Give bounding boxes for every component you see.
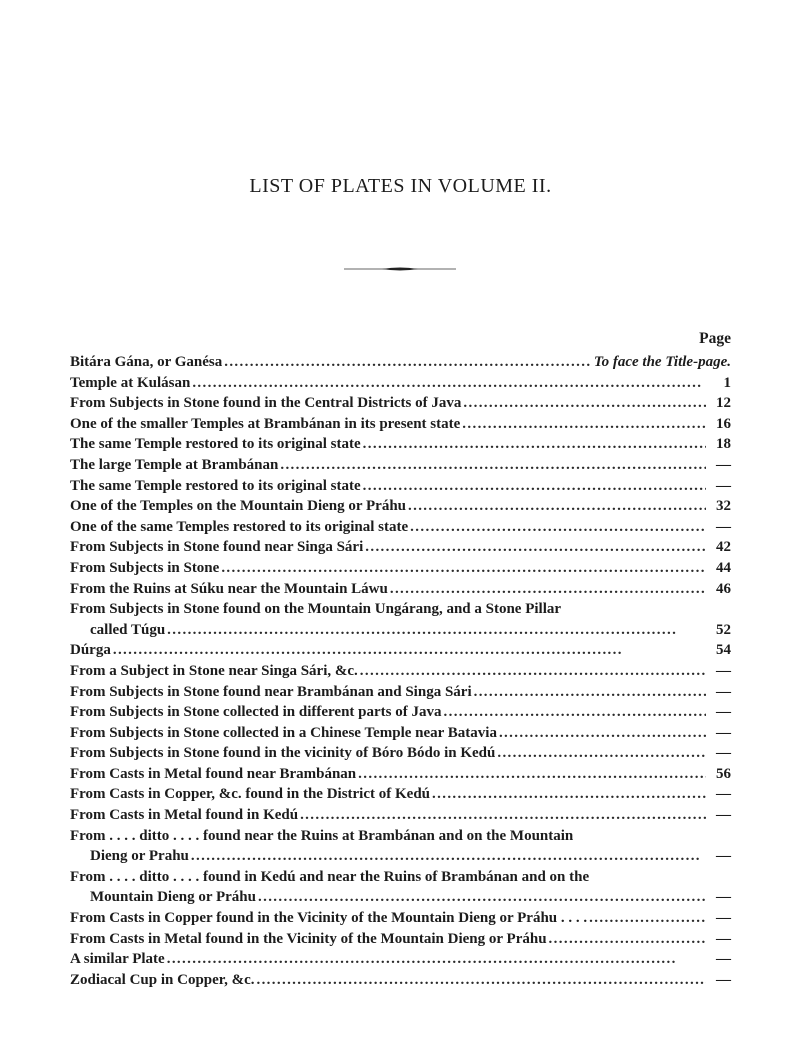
dot-leader (360, 661, 706, 682)
plate-entry-title-first-line: From Subjects in Stone found on the Mountain Ungárang, and a Stone Pillar (70, 601, 562, 618)
plate-entry-title: Dieng or Prahu (90, 848, 189, 865)
dot-leader (358, 764, 706, 785)
plate-entry-page: — (716, 683, 731, 700)
plate-entry-title: From a Subject in Stone near Singa Sári, &c. (70, 662, 358, 679)
plate-entry (70, 352, 731, 373)
plate-entry-page: — (716, 910, 731, 927)
plate-entry (70, 970, 731, 991)
plate-entry-title: One of the smaller Temples at Brambánan in its present state (70, 415, 461, 432)
page-column-label: Page (699, 330, 731, 347)
plate-entry (70, 908, 731, 929)
dot-leader (167, 620, 706, 641)
plate-entry-title: From Subjects in Stone collected in different parts of Java (70, 704, 442, 721)
plate-entry-page: To face the Title-page. (593, 354, 731, 370)
plate-entry-page: 46 (716, 580, 731, 597)
plate-entry-title: The large Temple at Brambánan (70, 456, 279, 473)
plate-entry (70, 414, 731, 435)
dot-leader (410, 517, 706, 538)
plate-entry-page: 16 (716, 415, 731, 432)
dot-leader (462, 414, 706, 435)
plate-entry (70, 558, 731, 579)
plate-entry-title: called Túgu (90, 621, 166, 638)
plate-entry (70, 476, 731, 497)
dot-leader (258, 887, 706, 908)
plate-entry (70, 373, 731, 394)
plate-entry-page: — (716, 456, 731, 473)
plate-entry (70, 784, 731, 805)
plate-entry-title: From Casts in Copper, &c. found in the District of Kedú (70, 786, 431, 803)
dot-leader (300, 805, 706, 826)
dot-leader (589, 908, 706, 929)
plate-entry-title: Zodiacal Cup in Copper, &c. (70, 971, 255, 988)
plate-entry-title: From the Ruins at Súku near the Mountain Láwu (70, 580, 388, 597)
dot-leader (390, 579, 706, 600)
plate-entry (70, 805, 731, 826)
plate-entry-title: From Casts in Copper found in the Vicinity of the Mountain Dieng or Práhu . . . . (70, 910, 588, 927)
plate-entry (70, 537, 731, 558)
plate-entry-page: 44 (716, 559, 731, 576)
plate-entry-title: Temple at Kulásan (70, 374, 191, 391)
plate-entry-page: — (716, 724, 731, 741)
plate-entry (70, 764, 731, 785)
dot-leader (363, 476, 706, 497)
plate-entry-title: From Casts in Metal found in the Vicinity of the Mountain Dieng or Práhu (70, 930, 547, 947)
plate-entry (70, 640, 731, 661)
plate-entry (70, 826, 731, 867)
plate-entry (70, 867, 731, 908)
dot-leader (444, 702, 707, 723)
plate-entry-title: One of the Temples on the Mountain Dieng or Práhu (70, 498, 406, 515)
divider-ornament (344, 266, 456, 272)
plate-entry-title-first-line: From . . . . ditto . . . . found near the Ruins at Brambánan and on the Mountain (70, 827, 574, 844)
plate-entry-title: Dúrga (70, 642, 111, 659)
plate-entry-page: 32 (716, 498, 731, 515)
dot-leader (192, 373, 706, 394)
plate-entry (70, 599, 731, 640)
plate-entry-title: From Subjects in Stone collected in a Chinese Temple near Batavia (70, 724, 497, 741)
plate-entry-page: — (716, 971, 731, 988)
dot-leader (256, 970, 706, 991)
plate-entry (70, 702, 731, 723)
dot-leader (549, 929, 706, 950)
plate-entry-title: From Subjects in Stone found near Brambánan and Singa Sári (70, 683, 472, 700)
plate-entry (70, 579, 731, 600)
plate-entry (70, 393, 731, 414)
plate-entry-title: From Subjects in Stone found in the vicinity of Bóro Bódo in Kedú (70, 745, 496, 762)
plate-entry-title: Bitára Gána, or Ganésa (70, 354, 223, 370)
plate-entry-title: From Subjects in Stone (70, 559, 220, 576)
plate-entry-page: — (716, 786, 731, 803)
plate-entry-page: 54 (716, 642, 731, 659)
plate-entry-title: One of the same Temples restored to its original state (70, 518, 409, 535)
plate-entry-title: A similar Plate (70, 951, 165, 968)
plate-entry-page: — (716, 662, 731, 679)
plate-entry-page: — (716, 930, 731, 947)
dot-leader (113, 640, 706, 661)
plate-entry-page: 12 (716, 395, 731, 412)
plate-entry-page: — (716, 745, 731, 762)
plate-entry-page: — (716, 848, 731, 865)
dot-leader (363, 434, 706, 455)
plate-entry-title-first-line: From . . . . ditto . . . . found in Kedú and near the Ruins of Brambánan and on the (70, 868, 590, 885)
dot-leader (167, 949, 706, 970)
plate-entry-title: From Casts in Metal found near Brambánan (70, 765, 357, 782)
plate-entry-title: Mountain Dieng or Práhu (90, 889, 256, 906)
plates-list (70, 352, 731, 990)
plate-entry (70, 496, 731, 517)
plate-entry (70, 682, 731, 703)
dot-leader (463, 393, 706, 414)
dot-leader (499, 723, 706, 744)
plate-entry-title: From Casts in Metal found in Kedú (70, 807, 299, 824)
plate-entry-page: 1 (723, 374, 731, 391)
plate-entry-title: The same Temple restored to its original state (70, 436, 361, 453)
plate-entry-page: — (716, 518, 731, 535)
plate-entry-page: — (716, 889, 731, 906)
page-title: LIST OF PLATES IN VOLUME II. (249, 175, 552, 197)
dot-leader (280, 455, 706, 476)
plate-entry-page: 56 (716, 765, 731, 782)
dot-leader (224, 352, 591, 373)
plate-entry-page: — (716, 704, 731, 721)
dot-leader (497, 743, 706, 764)
plate-entry (70, 949, 731, 970)
plate-entry (70, 517, 731, 538)
plate-entry (70, 743, 731, 764)
dot-leader (365, 537, 706, 558)
dot-leader (221, 558, 706, 579)
plate-entry (70, 929, 731, 950)
plate-entry-page: 42 (716, 539, 731, 556)
plate-entry-page: — (716, 477, 731, 494)
dot-leader (408, 496, 706, 517)
plate-entry-page: — (716, 807, 731, 824)
plate-entry-page: 52 (716, 621, 731, 638)
plate-entry (70, 661, 731, 682)
dot-leader (474, 682, 706, 703)
plate-entry-title: The same Temple restored to its original state (70, 477, 361, 494)
plate-entry (70, 455, 731, 476)
dot-leader (432, 784, 706, 805)
plate-entry (70, 723, 731, 744)
plate-entry-page: 18 (716, 436, 731, 453)
plate-entry (70, 434, 731, 455)
dot-leader (191, 846, 706, 867)
plate-entry-page: — (716, 951, 731, 968)
plate-entry-title: From Subjects in Stone found in the Central Districts of Java (70, 395, 462, 412)
plate-entry-title: From Subjects in Stone found near Singa Sári (70, 539, 364, 556)
